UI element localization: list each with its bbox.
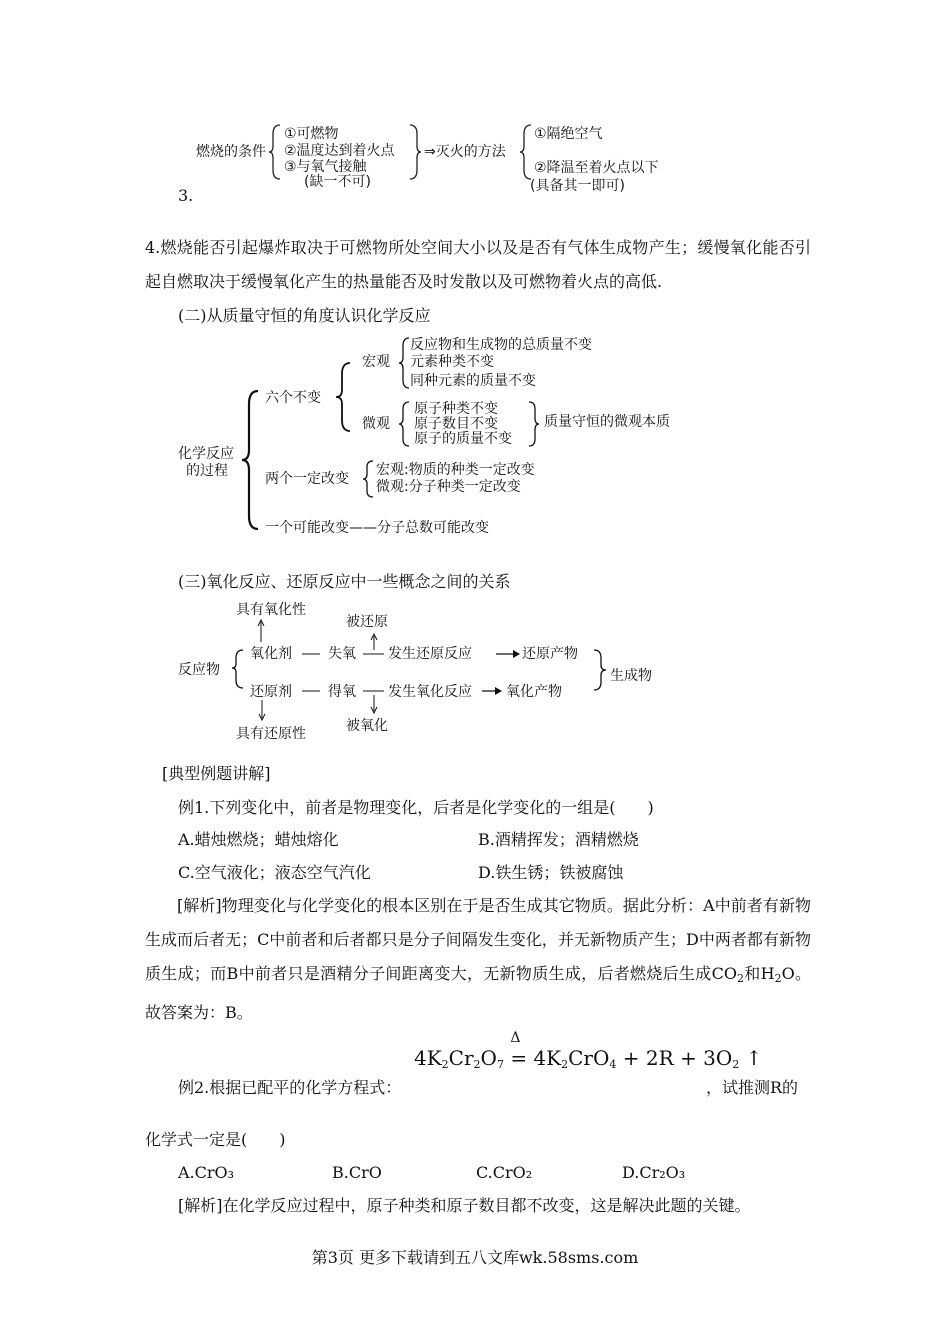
macro-item-3: 同种元素的质量不变 xyxy=(410,373,536,389)
condition-2: ②温度达到着火点 xyxy=(284,143,395,159)
condition-1: ①可燃物 xyxy=(284,126,339,142)
reduction-product-label: 还原产物 xyxy=(522,646,578,662)
reduction-reaction-label: 发生还原反应 xyxy=(388,646,472,662)
two-item-2: 微观:分子种类一定改变 xyxy=(376,479,521,495)
oxidant-property: 具有氧化性 xyxy=(236,602,306,618)
section-2-heading: (二)从质量守恒的角度认识化学反应 xyxy=(178,306,431,325)
page-footer: 第3页 更多下载请到五八文库wk.58sms.com xyxy=(311,1248,639,1267)
micro-item-1: 原子种类不变 xyxy=(414,401,498,417)
products-label: 生成物 xyxy=(610,668,652,684)
condition-3: ③与氧气接触 xyxy=(284,159,367,175)
reductant-property: 具有还原性 xyxy=(236,726,306,742)
micro-label: 微观 xyxy=(362,416,390,432)
combustion-label: 燃烧的条件 xyxy=(196,144,266,160)
example-1-option-a: A.蜡烛燃烧；蜡烛熔化 xyxy=(178,830,339,849)
oxidation-product-label: 氧化产物 xyxy=(506,684,562,700)
reductant-label: 还原剂 xyxy=(250,684,292,700)
example-2-option-b: B.CrO xyxy=(332,1163,382,1182)
macro-item-1: 反应物和生成物的总质量不变 xyxy=(410,337,592,353)
macro-label: 宏观 xyxy=(362,354,390,370)
h2o-formula: 和$H_2O$。故答案为：B。 xyxy=(145,964,811,1022)
six-unchanged: 六个不变 xyxy=(265,390,321,406)
example-1-question: 例1.下列变化中，前者是物理变化，后者是化学变化的一组是( ) xyxy=(178,798,654,817)
example-2-option-a: A.CrO₃ xyxy=(178,1163,235,1182)
example-2-prefix: 例2.根据已配平的化学方程式： xyxy=(178,1078,402,1097)
example-2-option-c: C.CrO₂ xyxy=(476,1163,533,1182)
two-changed: 两个一定改变 xyxy=(265,471,349,487)
oxidant-label: 氧化剂 xyxy=(250,646,292,662)
examples-heading: [典型例题讲解] xyxy=(162,764,271,783)
example-2-suffix: ，试推测R的 xyxy=(706,1078,799,1097)
reduced-label: 被还原 xyxy=(346,614,388,630)
oxidation-reaction-label: 发生氧化反应 xyxy=(388,684,472,700)
condition-note: (缺一不可) xyxy=(304,174,371,190)
co2-formula: $CO_2$ xyxy=(711,964,744,985)
micro-item-2: 原子数目不变 xyxy=(414,416,498,432)
method-2: ②降温至着火点以下 xyxy=(534,160,659,176)
one-possible: 一个可能改变——分子总数可能改变 xyxy=(265,520,489,536)
example-2-analysis: [解析]在化学反应过程中，原子种类和原子数目都不改变，这是解决此题的关键。 xyxy=(178,1196,751,1215)
section-3-heading: (三)氧化反应、还原反应中一些概念之间的关系 xyxy=(178,572,511,591)
micro-essence: 质量守恒的微观本质 xyxy=(544,414,670,430)
root-line-2: 的过程 xyxy=(186,463,228,479)
example-1-option-c: C.空气液化；液态空气汽化 xyxy=(178,863,371,882)
example-2-option-d: D.Cr₂O₃ xyxy=(622,1163,686,1182)
example-1-option-d: D.铁生锈；铁被腐蚀 xyxy=(478,863,624,882)
lose-oxygen-label: 失氧 xyxy=(328,646,356,662)
reactant-label: 反应物 xyxy=(178,662,220,678)
macro-item-2: 元素种类不变 xyxy=(410,354,494,370)
extinguish-label: ⇒灭火的方法 xyxy=(424,144,506,160)
example-1-analysis xyxy=(145,889,811,1030)
chemical-equation: $4K_2Cr_2O_7$ Δ = $4K_2CrO_4 + 2R + 3O_2$ ↑ xyxy=(414,1030,763,1071)
method-1: ①隔绝空气 xyxy=(534,126,603,142)
gain-oxygen-label: 得氧 xyxy=(328,684,356,700)
item-number-3: 3. xyxy=(178,186,194,205)
micro-item-3: 原子的质量不变 xyxy=(414,431,512,447)
paragraph-4: 4.燃烧能否引起爆炸取决于可燃物所处空间大小以及是否有气体生成物产生；缓慢氧化能否引起自燃取决于缓慢氧化产生的热量能否及时发散以及可燃物着火点的高低. xyxy=(145,238,811,291)
example-1-option-b: B.酒精挥发；酒精燃烧 xyxy=(478,830,639,849)
example-2-line-2: 化学式一定是( ) xyxy=(145,1130,286,1149)
methods-note: (具备其一即可) xyxy=(530,178,625,194)
oxidized-label: 被氧化 xyxy=(346,718,388,734)
two-item-1: 宏观:物质的种类一定改变 xyxy=(376,462,535,478)
root-line-1: 化学反应 xyxy=(178,446,234,462)
heat-symbol: Δ xyxy=(510,1030,521,1046)
example-1-analysis-text: [解析]物理变化与化学变化的根本区别在于是否生成其它物质。据此分析：A中前者有新物生成而后者无；C中前者和后者都只是分子间隔发生变化，并无新物质产生；D中两者都有新物质生成；而B中前者只是酒精分子间距离变大，无新物质生成，后者燃烧后生成 xyxy=(145,896,811,983)
